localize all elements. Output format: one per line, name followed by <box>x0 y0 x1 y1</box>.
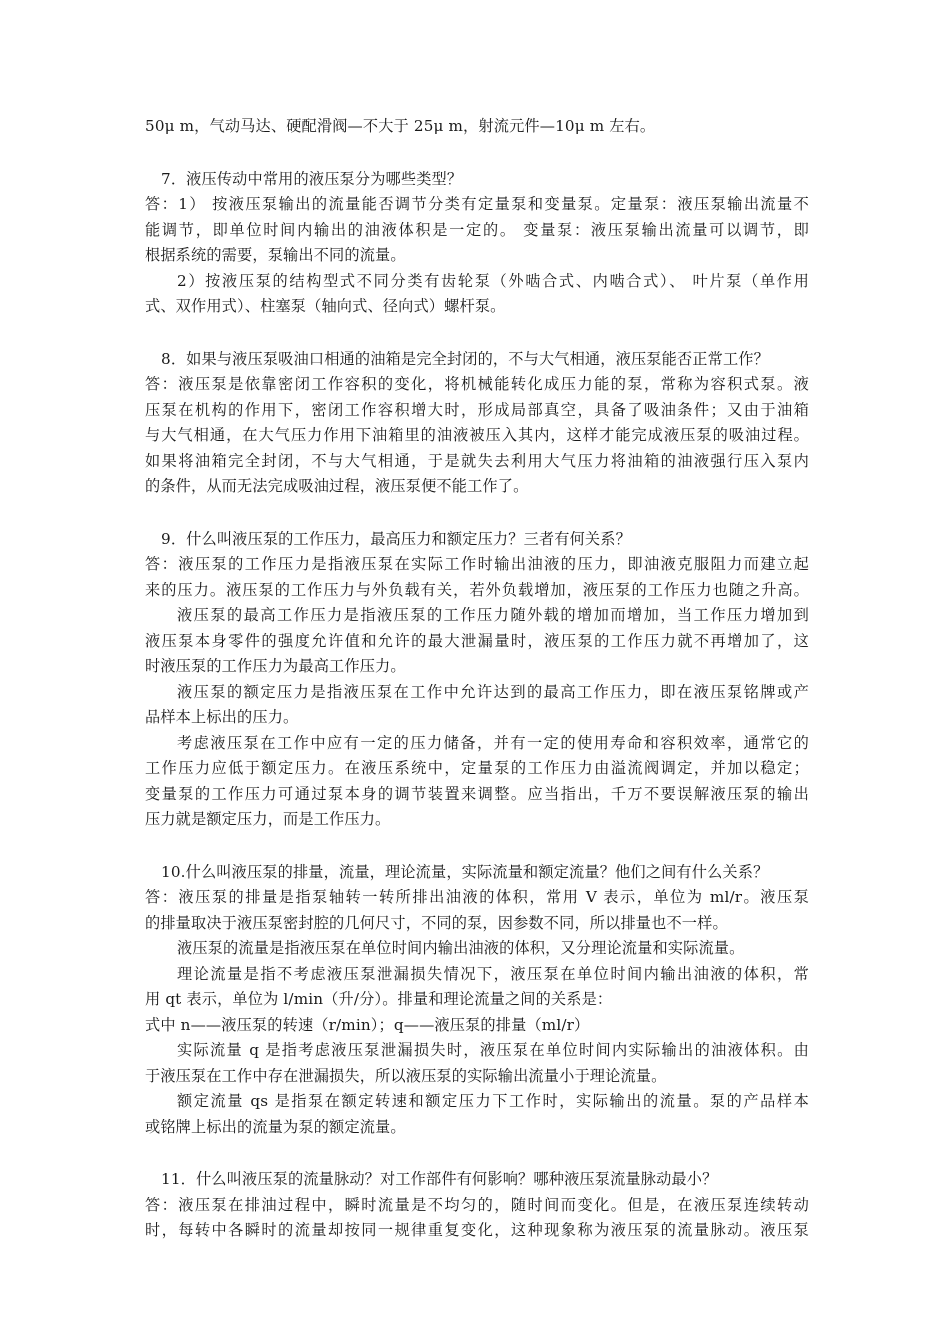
paragraph-gap <box>145 140 809 167</box>
text-line: 时，每转中各瞬时的流量却按同一规律重复变化，这种现象称为液压泵的流量脉动。液压泵 <box>145 1221 809 1239</box>
text-line: 答：液压泵的工作压力是指液压泵在实际工作时输出油液的压力，即油液克服阻力而建立起 <box>145 555 809 573</box>
text-line: 液压泵本身零件的强度允许值和允许的最大泄漏量时，液压泵的工作压力就不再增加了，这 <box>145 631 809 650</box>
paragraph-gap <box>145 320 809 347</box>
indented-text-line: 理论流量是指不考虑液压泵泄漏损失情况下，液压泵在单位时间内输出油液的体积，常 <box>177 964 809 983</box>
text-line: 50μ m，气动马达、硬配滑阀—不大于 25μ m，射流元件—10μ m 左右。 <box>145 117 656 135</box>
text-line: 品样本上标出的压力。 <box>145 708 299 726</box>
text-line: 来的压力。液压泵的工作压力与外负载有关，若外负载增加，液压泵的工作压力也随之升高。 <box>145 580 809 599</box>
text-line: 时液压泵的工作压力为最高工作压力。 <box>145 657 406 675</box>
text-line: 答：液压泵的排量是指泵轴转一转所排出油液的体积，常用 V 表示，单位为 ml/r。液压泵 <box>145 888 809 906</box>
paragraph-gap <box>145 500 809 527</box>
text-line: 答：液压泵在排油过程中，瞬时流量是不均匀的，随时间而变化。但是，在液压泵连续转动 <box>145 1195 809 1214</box>
text-line: 压泵在机构的作用下，密闭工作容积增大时，形成局部真空，具备了吸油条件；又由于油箱 <box>145 400 809 419</box>
text-line: 工作压力应低于额定压力。在液压系统中，定量泵的工作压力由溢流阀调定，并加以稳定； <box>145 759 809 777</box>
indented-text-line: 液压泵的最高工作压力是指液压泵的工作压力随外载的增加而增加，当工作压力增加到 <box>177 606 809 624</box>
text-line: 压力就是额定压力，而是工作压力。 <box>145 810 391 828</box>
question-heading: 9．什么叫液压泵的工作压力，最高压力和额定压力？三者有何关系？ <box>161 529 631 548</box>
text-line: 答：液压泵是依靠密闭工作容积的变化，将机械能转化成压力能的泵，常称为容积式泵。液 <box>145 375 809 393</box>
text-line: 的条件，从而无法完成吸油过程，液压泵便不能工作了。 <box>145 477 529 495</box>
question-heading: 8．如果与液压泵吸油口相通的油箱是完全封闭的，不与大气相通，液压泵能否正常工作？ <box>161 349 769 368</box>
question-heading: 10.什么叫液压泵的排量，流量，理论流量，实际流量和额定流量？他们之间有什么关系？ <box>161 862 769 881</box>
text-line: 与大气相通，在大气压力作用下油箱里的油液被压入其内，这样才能完成液压泵的吸油过程。 <box>145 426 809 444</box>
text-line: 或铭牌上标出的流量为泵的额定流量。 <box>145 1117 406 1136</box>
text-line: 式、双作用式）、柱塞泵（轴向式、径向式）螺杆泵。 <box>145 297 506 315</box>
indented-text-line: 2）按液压泵的结构型式不同分类有齿轮泵（外啮合式、内啮合式）、 叶片泵（单作用 <box>177 271 809 290</box>
text-line: 用 qt 表示，单位为 l/min（升/分）。排量和理论流量之间的关系是： <box>145 990 613 1008</box>
text-line: 如果将油箱完全封闭，不与大气相通，于是就失去利用大气压力将油箱的油液强行压入泵内 <box>145 451 809 470</box>
indented-text-line: 实际流量 q 是指考虑液压泵泄漏损失时，液压泵在单位时间内实际输出的油液体积。由 <box>177 1041 809 1059</box>
question-heading: 7．液压传动中常用的液压泵分为哪些类型？ <box>161 169 463 188</box>
paragraph-gap <box>145 1140 809 1167</box>
text-line: 式中 n——液压泵的转速（r/min）；q——液压泵的排量（ml/r） <box>145 1015 590 1034</box>
text-line: 的排量取决于液压泵密封腔的几何尺寸，不同的泵，因参数不同，所以排量也不一样。 <box>145 913 728 932</box>
text-line: 能调节，即单位时间内输出的油液体积是一定的。 变量泵：液压泵输出流量可以调节，即 <box>145 220 809 239</box>
indented-text-line: 液压泵的流量是指液压泵在单位时间内输出油液的体积，又分理论流量和实际流量。 <box>177 939 745 957</box>
document-page <box>145 114 809 1244</box>
indented-text-line: 液压泵的额定压力是指液压泵在工作中允许达到的最高工作压力，即在液压泵铭牌或产 <box>177 682 809 701</box>
text-line: 于液压泵在工作中存在泄漏损失，所以液压泵的实际输出流量小于理论流量。 <box>145 1066 667 1085</box>
indented-text-line: 额定流量 qs 是指泵在额定转速和额定压力下工作时，实际输出的流量。泵的产品样本 <box>177 1092 809 1110</box>
paragraph-gap <box>145 833 809 860</box>
text-line: 变量泵的工作压力可通过泵本身的调节装置来调整。应当指出，千万不要误解液压泵的输出 <box>145 784 809 803</box>
text-line: 根据系统的需要，泵输出不同的流量。 <box>145 246 406 264</box>
text-line: 答：1） 按液压泵输出的流量能否调节分类有定量泵和变量泵。定量泵：液压泵输出流量不 <box>145 195 809 213</box>
indented-text-line: 考虑液压泵在工作中应有一定的压力储备，并有一定的使用寿命和容积效率，通常它的 <box>177 733 809 752</box>
question-heading: 11．什么叫液压泵的流量脉动？对工作部件有何影响？哪种液压泵流量脉动最小？ <box>161 1170 718 1188</box>
